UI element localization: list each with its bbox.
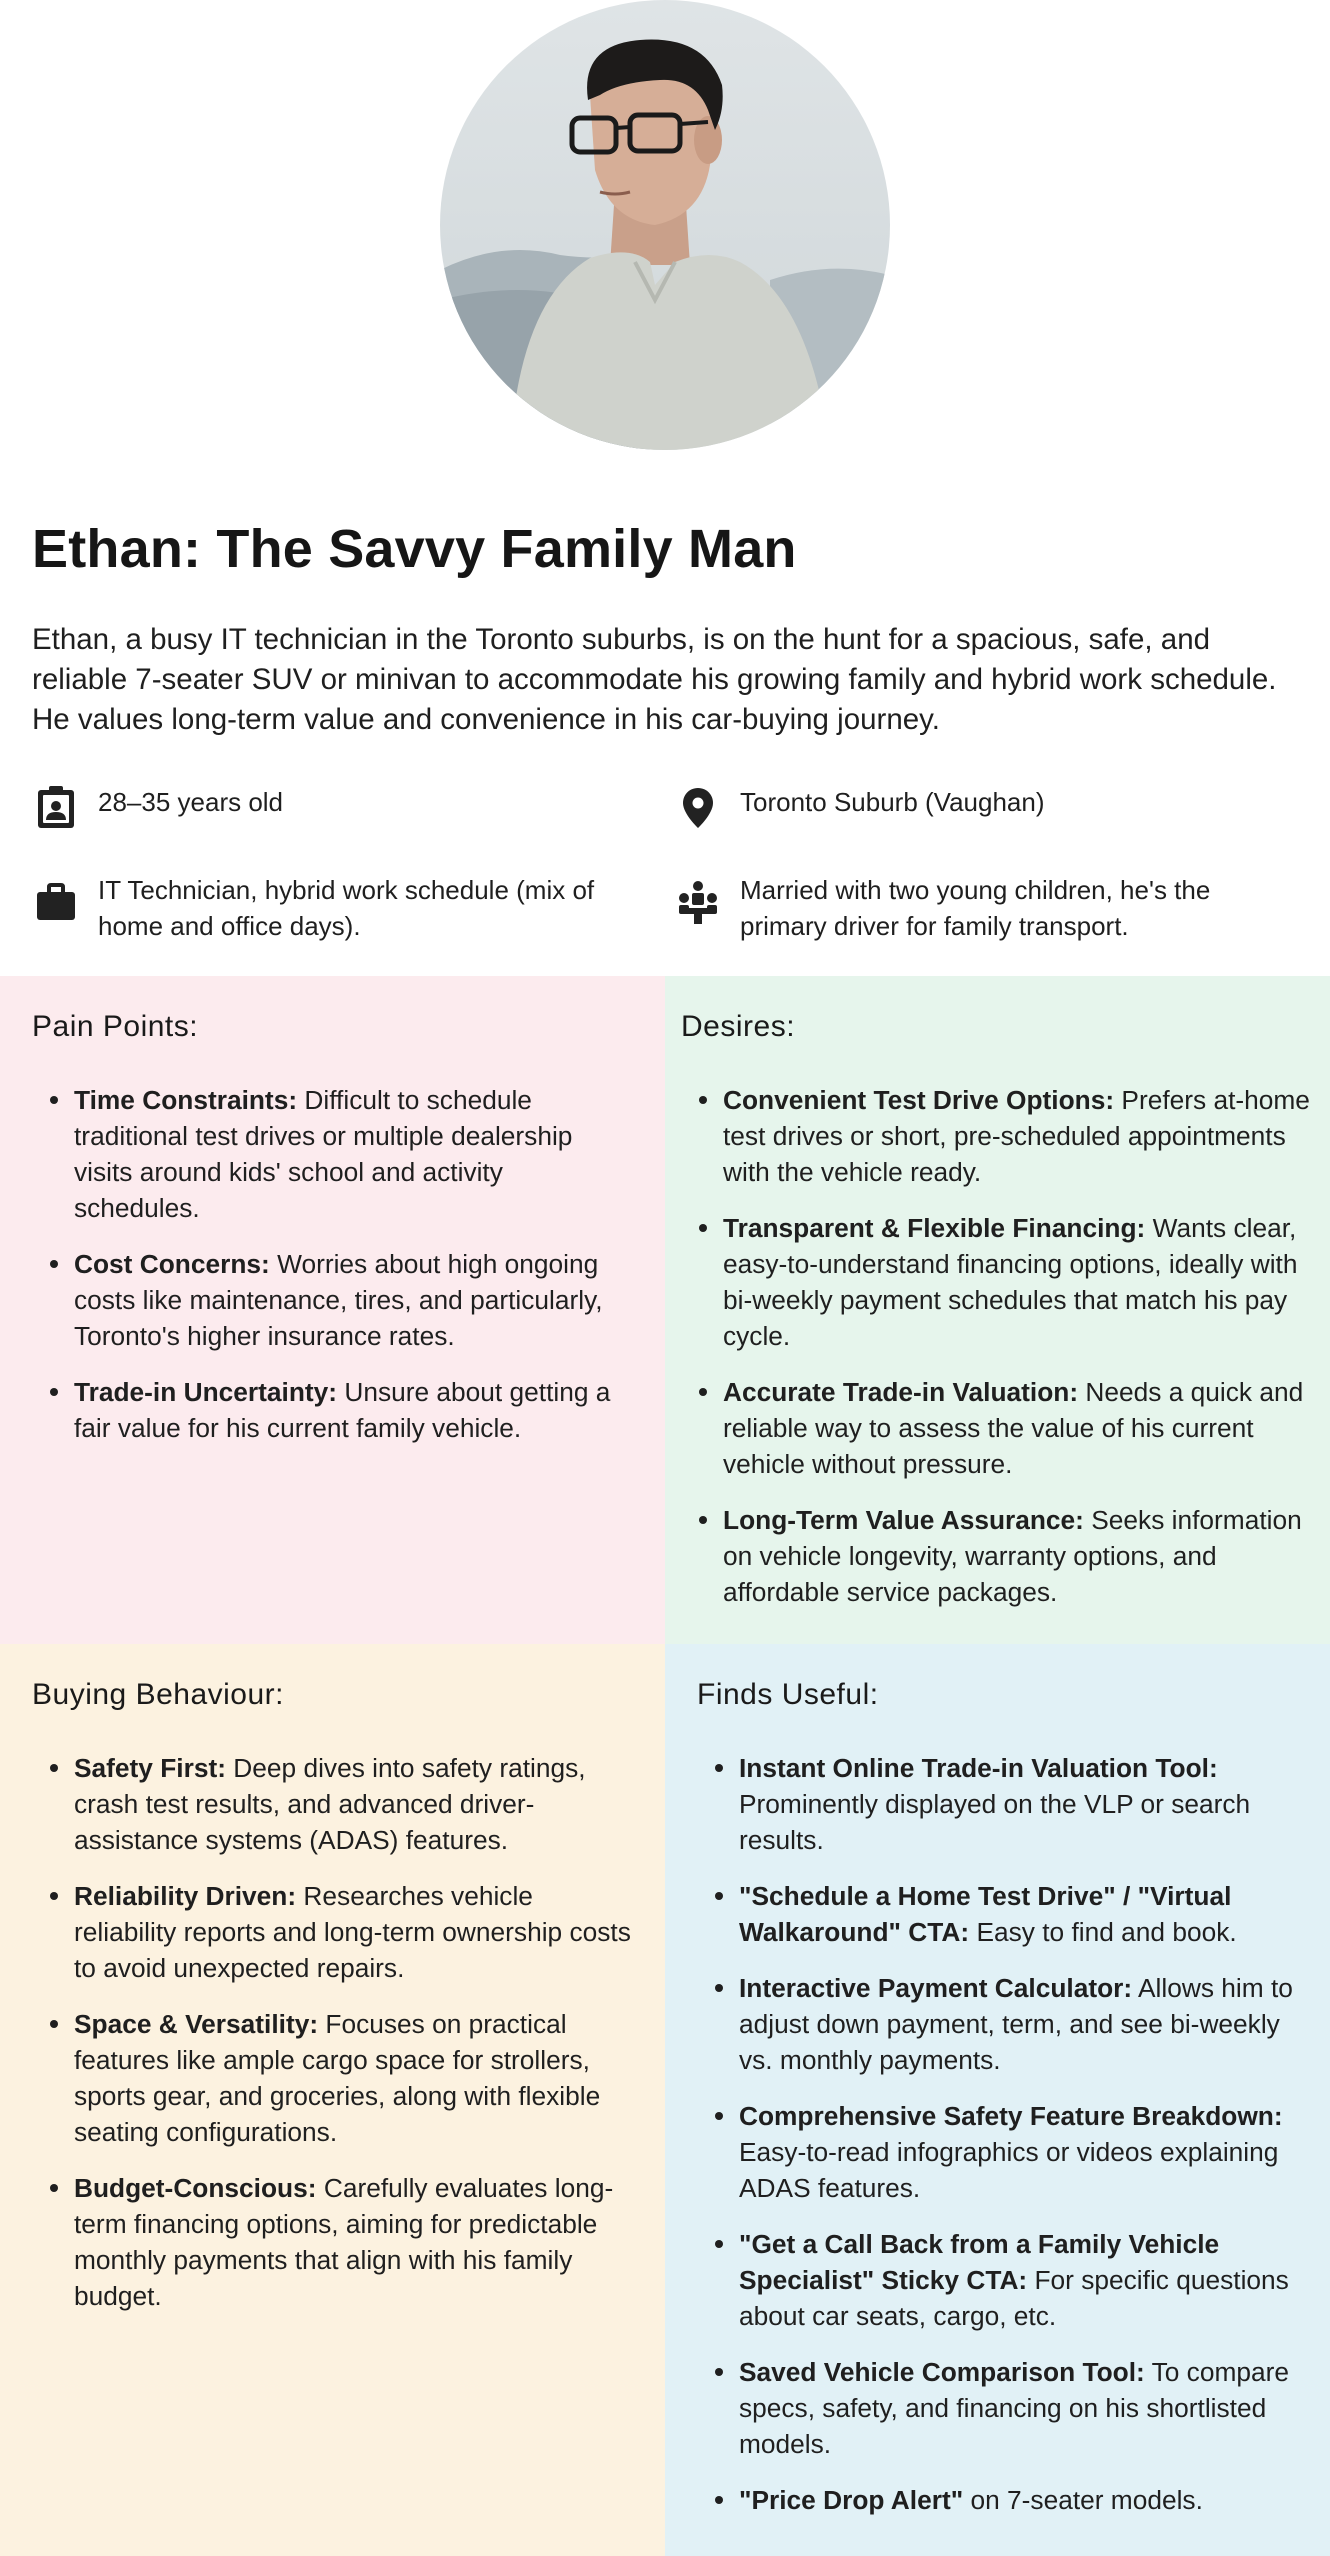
list-item: Time Constraints: Difficult to schedule traditional test drives or multiple dealership visits around kids' school and activity schedules.: [74, 1082, 633, 1226]
list-item: Cost Concerns: Worries about high ongoing costs like maintenance, tires, and particularly, Toronto's higher insurance rates.: [74, 1246, 633, 1354]
desires-heading: Desires:: [681, 1010, 796, 1043]
persona-title: Ethan: The Savvy Family Man: [32, 519, 797, 579]
list-item: Transparent & Flexible Financing: Wants clear, easy-to-understand financing options, ideally with bi-weekly payment schedules that match his pay cycle.: [723, 1210, 1310, 1354]
list-item: Accurate Trade-in Valuation: Needs a quick and reliable way to assess the value of his current vehicle without pressure.: [723, 1374, 1310, 1482]
finds-useful-list: [697, 1750, 1310, 2518]
list-item: Instant Online Trade-in Valuation Tool: Prominently displayed on the VLP or search results.: [739, 1750, 1310, 1858]
list-item: Interactive Payment Calculator: Allows him to adjust down payment, term, and see bi-weekly vs. monthly payments.: [739, 1970, 1310, 2078]
list-item: Space & Versatility: Focuses on practical features like ample cargo space for strollers, sports gear, and groceries, along with flexible seating configurations.: [74, 2006, 633, 2150]
fact-age-text: 28–35 years old: [98, 787, 284, 817]
list-item: Saved Vehicle Comparison Tool: To compare specs, safety, and financing on his shortlisted models.: [739, 2354, 1310, 2462]
persona-summary: Ethan, a busy IT technician in the Toronto suburbs, is on the hunt for a spacious, safe, and reliable 7-seater SUV or minivan to accommodate his growing family and hybrid work schedule. He values long-term value and convenience in his car-buying journey.: [32, 623, 1277, 736]
fact-family: [674, 872, 1294, 944]
fact-location-text: Toronto Suburb (Vaughan): [740, 787, 1045, 817]
finds-useful-panel: [665, 1644, 1330, 2556]
list-item: Long-Term Value Assurance: Seeks information on vehicle longevity, warranty options, and affordable service packages.: [723, 1502, 1310, 1610]
buying-behaviour-panel: [0, 1644, 665, 2556]
family-icon: [674, 872, 722, 920]
portrait-photo-icon: [440, 0, 890, 450]
fact-family-text: Married with two young children, he's the primary driver for family transport.: [740, 875, 1211, 941]
buying-behaviour-list: [32, 1750, 633, 2314]
list-item: Reliability Driven: Researches vehicle reliability reports and long-term ownership costs to avoid unexpected repairs.: [74, 1878, 633, 1986]
id-badge-icon: [32, 784, 80, 832]
list-item: Safety First: Deep dives into safety ratings, crash test results, and advanced driver-assistance systems (ADAS) features.: [74, 1750, 633, 1858]
briefcase-icon: [32, 872, 80, 920]
list-item: "Price Drop Alert" on 7-seater models.: [739, 2482, 1310, 2518]
pain-points-heading: Pain Points:: [32, 1010, 199, 1043]
pain-points-list: [32, 1082, 633, 1446]
location-pin-icon: [674, 784, 722, 832]
list-item: "Get a Call Back from a Family Vehicle Specialist" Sticky CTA: For specific questions about car seats, cargo, etc.: [739, 2226, 1310, 2334]
list-item: Trade-in Uncertainty: Unsure about getting a fair value for his current family vehicle.: [74, 1374, 633, 1446]
list-item: Convenient Test Drive Options: Prefers at-home test drives or short, pre-scheduled appointments with the vehicle ready.: [723, 1082, 1310, 1190]
finds-useful-heading: Finds Useful:: [697, 1678, 879, 1711]
list-item: "Schedule a Home Test Drive" / "Virtual Walkaround" CTA: Easy to find and book.: [739, 1878, 1310, 1950]
pain-points-panel: [0, 976, 665, 1644]
fact-age: [32, 784, 632, 832]
buying-behaviour-heading: Buying Behaviour:: [32, 1678, 284, 1711]
desires-list: [681, 1082, 1310, 1610]
persona-photo: [440, 0, 890, 450]
list-item: Budget-Conscious: Carefully evaluates long-term financing options, aiming for predictable monthly payments that align with his family budget.: [74, 2170, 633, 2314]
list-item: Comprehensive Safety Feature Breakdown: Easy-to-read infographics or videos explaining ADAS features.: [739, 2098, 1310, 2206]
fact-location: [674, 784, 1294, 832]
fact-occupation-text: IT Technician, hybrid work schedule (mix of home and office days).: [98, 875, 595, 941]
desires-panel: [665, 976, 1330, 1644]
fact-occupation: [32, 872, 632, 944]
